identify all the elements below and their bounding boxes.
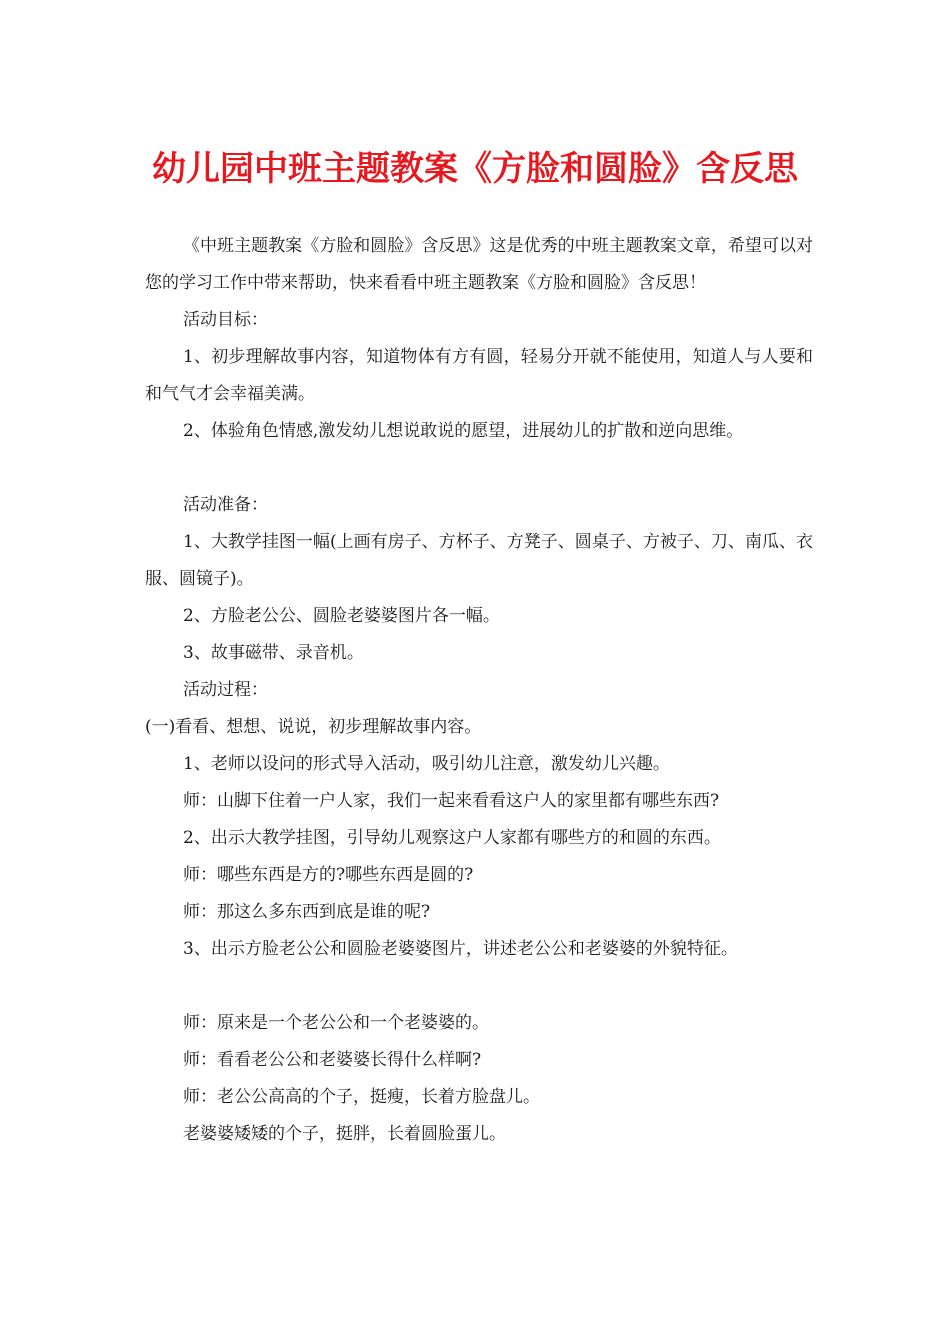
blank-line <box>145 968 813 1005</box>
document-title: 幼儿园中班主题教案《方脸和圆脸》含反思 <box>152 149 798 189</box>
document-body <box>145 228 813 1153</box>
teacher-line-1: 师：山脚下住着一户人家，我们一起来看看这户人的家里都有哪些东西? <box>183 791 720 811</box>
intro-paragraph: 《中班主题教案《方脸和圆脸》含反思》这是优秀的中班主题教案文章，希望可以对您的学习工作中带来帮助，快来看看中班主题教案《方脸和圆脸》含反思！ <box>145 236 813 293</box>
teacher-line-5: 师：看看老公公和老婆婆长得什么样啊? <box>183 1050 482 1070</box>
preparation-item-2: 2、方脸老公公、圆脸老婆婆图片各一幅。 <box>183 606 500 626</box>
section-heading-goals: 活动目标： <box>183 310 268 330</box>
goal-item-1: 1、初步理解故事内容，知道物体有方有圆，轻易分开就不能使用，知道人与人要和和气气才会幸福美满。 <box>145 347 813 404</box>
preparation-item-3: 3、故事磁带、录音机。 <box>183 643 364 663</box>
preparation-item-1: 1、大教学挂图一幅(上画有房子、方杯子、方凳子、圆桌子、方被子、刀、南瓜、衣服、圆镜子)。 <box>145 532 813 589</box>
narration-line: 老婆婆矮矮的个子，挺胖，长着圆脸蛋儿。 <box>183 1124 506 1144</box>
teacher-line-2: 师：哪些东西是方的?哪些东西是圆的? <box>183 865 474 885</box>
section-heading-process: 活动过程： <box>183 680 268 700</box>
teacher-line-6: 师：老公公高高的个子，挺瘦，长着方脸盘儿。 <box>183 1087 540 1107</box>
section-heading-preparation: 活动准备： <box>183 495 268 515</box>
blank-line <box>145 450 813 487</box>
process-item-2: 2、出示大教学挂图，引导幼儿观察这户人家都有哪些方的和圆的东西。 <box>183 828 721 848</box>
process-item-3: 3、出示方脸老公公和圆脸老婆婆图片，讲述老公公和老婆婆的外貌特征。 <box>183 939 738 959</box>
process-step-heading: (一)看看、想想、说说，初步理解故事内容。 <box>145 717 482 737</box>
teacher-line-4: 师：原来是一个老公公和一个老婆婆的。 <box>183 1013 489 1033</box>
goal-item-2: 2、体验角色情感,激发幼儿想说敢说的愿望，进展幼儿的扩散和逆向思维。 <box>183 421 744 441</box>
teacher-line-3: 师：那这么多东西到底是谁的呢? <box>183 902 431 922</box>
process-item-1: 1、老师以设问的形式导入活动，吸引幼儿注意，激发幼儿兴趣。 <box>183 754 670 774</box>
